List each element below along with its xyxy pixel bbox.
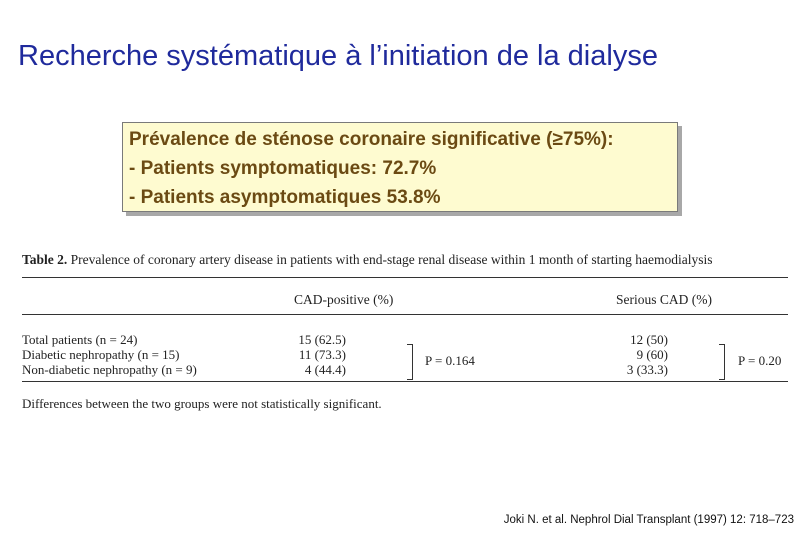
column-header-cad-positive: CAD-positive (%) — [294, 292, 394, 307]
highlight-asymptomatic: - Patients asymptomatiques 53.8% — [129, 187, 441, 208]
cell-total-cad-positive: 15 (62.5) — [298, 332, 346, 347]
row-label-diabetic: Diabetic nephropathy (n = 15) — [22, 347, 180, 362]
cell-non-diabetic-cad-positive: 4 (44.4) — [304, 362, 346, 377]
table-top-rule — [22, 277, 788, 278]
cell-non-diabetic-serious-cad: 3 (33.3) — [626, 362, 668, 377]
row-label-total: Total patients (n = 24) — [22, 332, 138, 347]
table-bottom-rule — [22, 381, 788, 382]
table-header-rule — [22, 314, 788, 315]
p-value-bracket-serious-cad — [719, 344, 725, 380]
cell-diabetic-cad-positive: 11 (73.3) — [298, 347, 346, 362]
citation: Joki N. et al. Nephrol Dial Transplant (1997) 12: 718–723 — [503, 514, 794, 526]
table-caption-label: Table 2. — [22, 252, 68, 267]
table-footnote: Differences between the two groups were not statistically significant. — [22, 396, 382, 411]
highlight-heading: Prévalence de sténose coronaire significative (≥75%): — [129, 129, 614, 150]
slide-title: Recherche systématique à l’initiation de la dialyse — [18, 40, 658, 72]
cell-diabetic-serious-cad: 9 (60) — [636, 347, 668, 362]
table-caption — [22, 252, 788, 268]
p-value-serious-cad: P = 0.20 — [738, 353, 782, 368]
row-label-non-diabetic: Non-diabetic nephropathy (n = 9) — [22, 362, 197, 377]
p-value-cad-positive: P = 0.164 — [425, 353, 475, 368]
prevalence-highlight-box — [122, 122, 678, 212]
p-value-bracket-cad-positive — [407, 344, 413, 380]
cell-total-serious-cad: 12 (50) — [630, 332, 668, 347]
highlight-symptomatic: - Patients symptomatiques: 72.7% — [129, 158, 437, 179]
table-caption-text: Prevalence of coronary artery disease in patients with end-stage renal disease within 1 month of starting haemodialysis — [70, 252, 713, 267]
prevalence-table — [22, 252, 788, 411]
column-header-serious-cad: Serious CAD (%) — [616, 292, 712, 307]
